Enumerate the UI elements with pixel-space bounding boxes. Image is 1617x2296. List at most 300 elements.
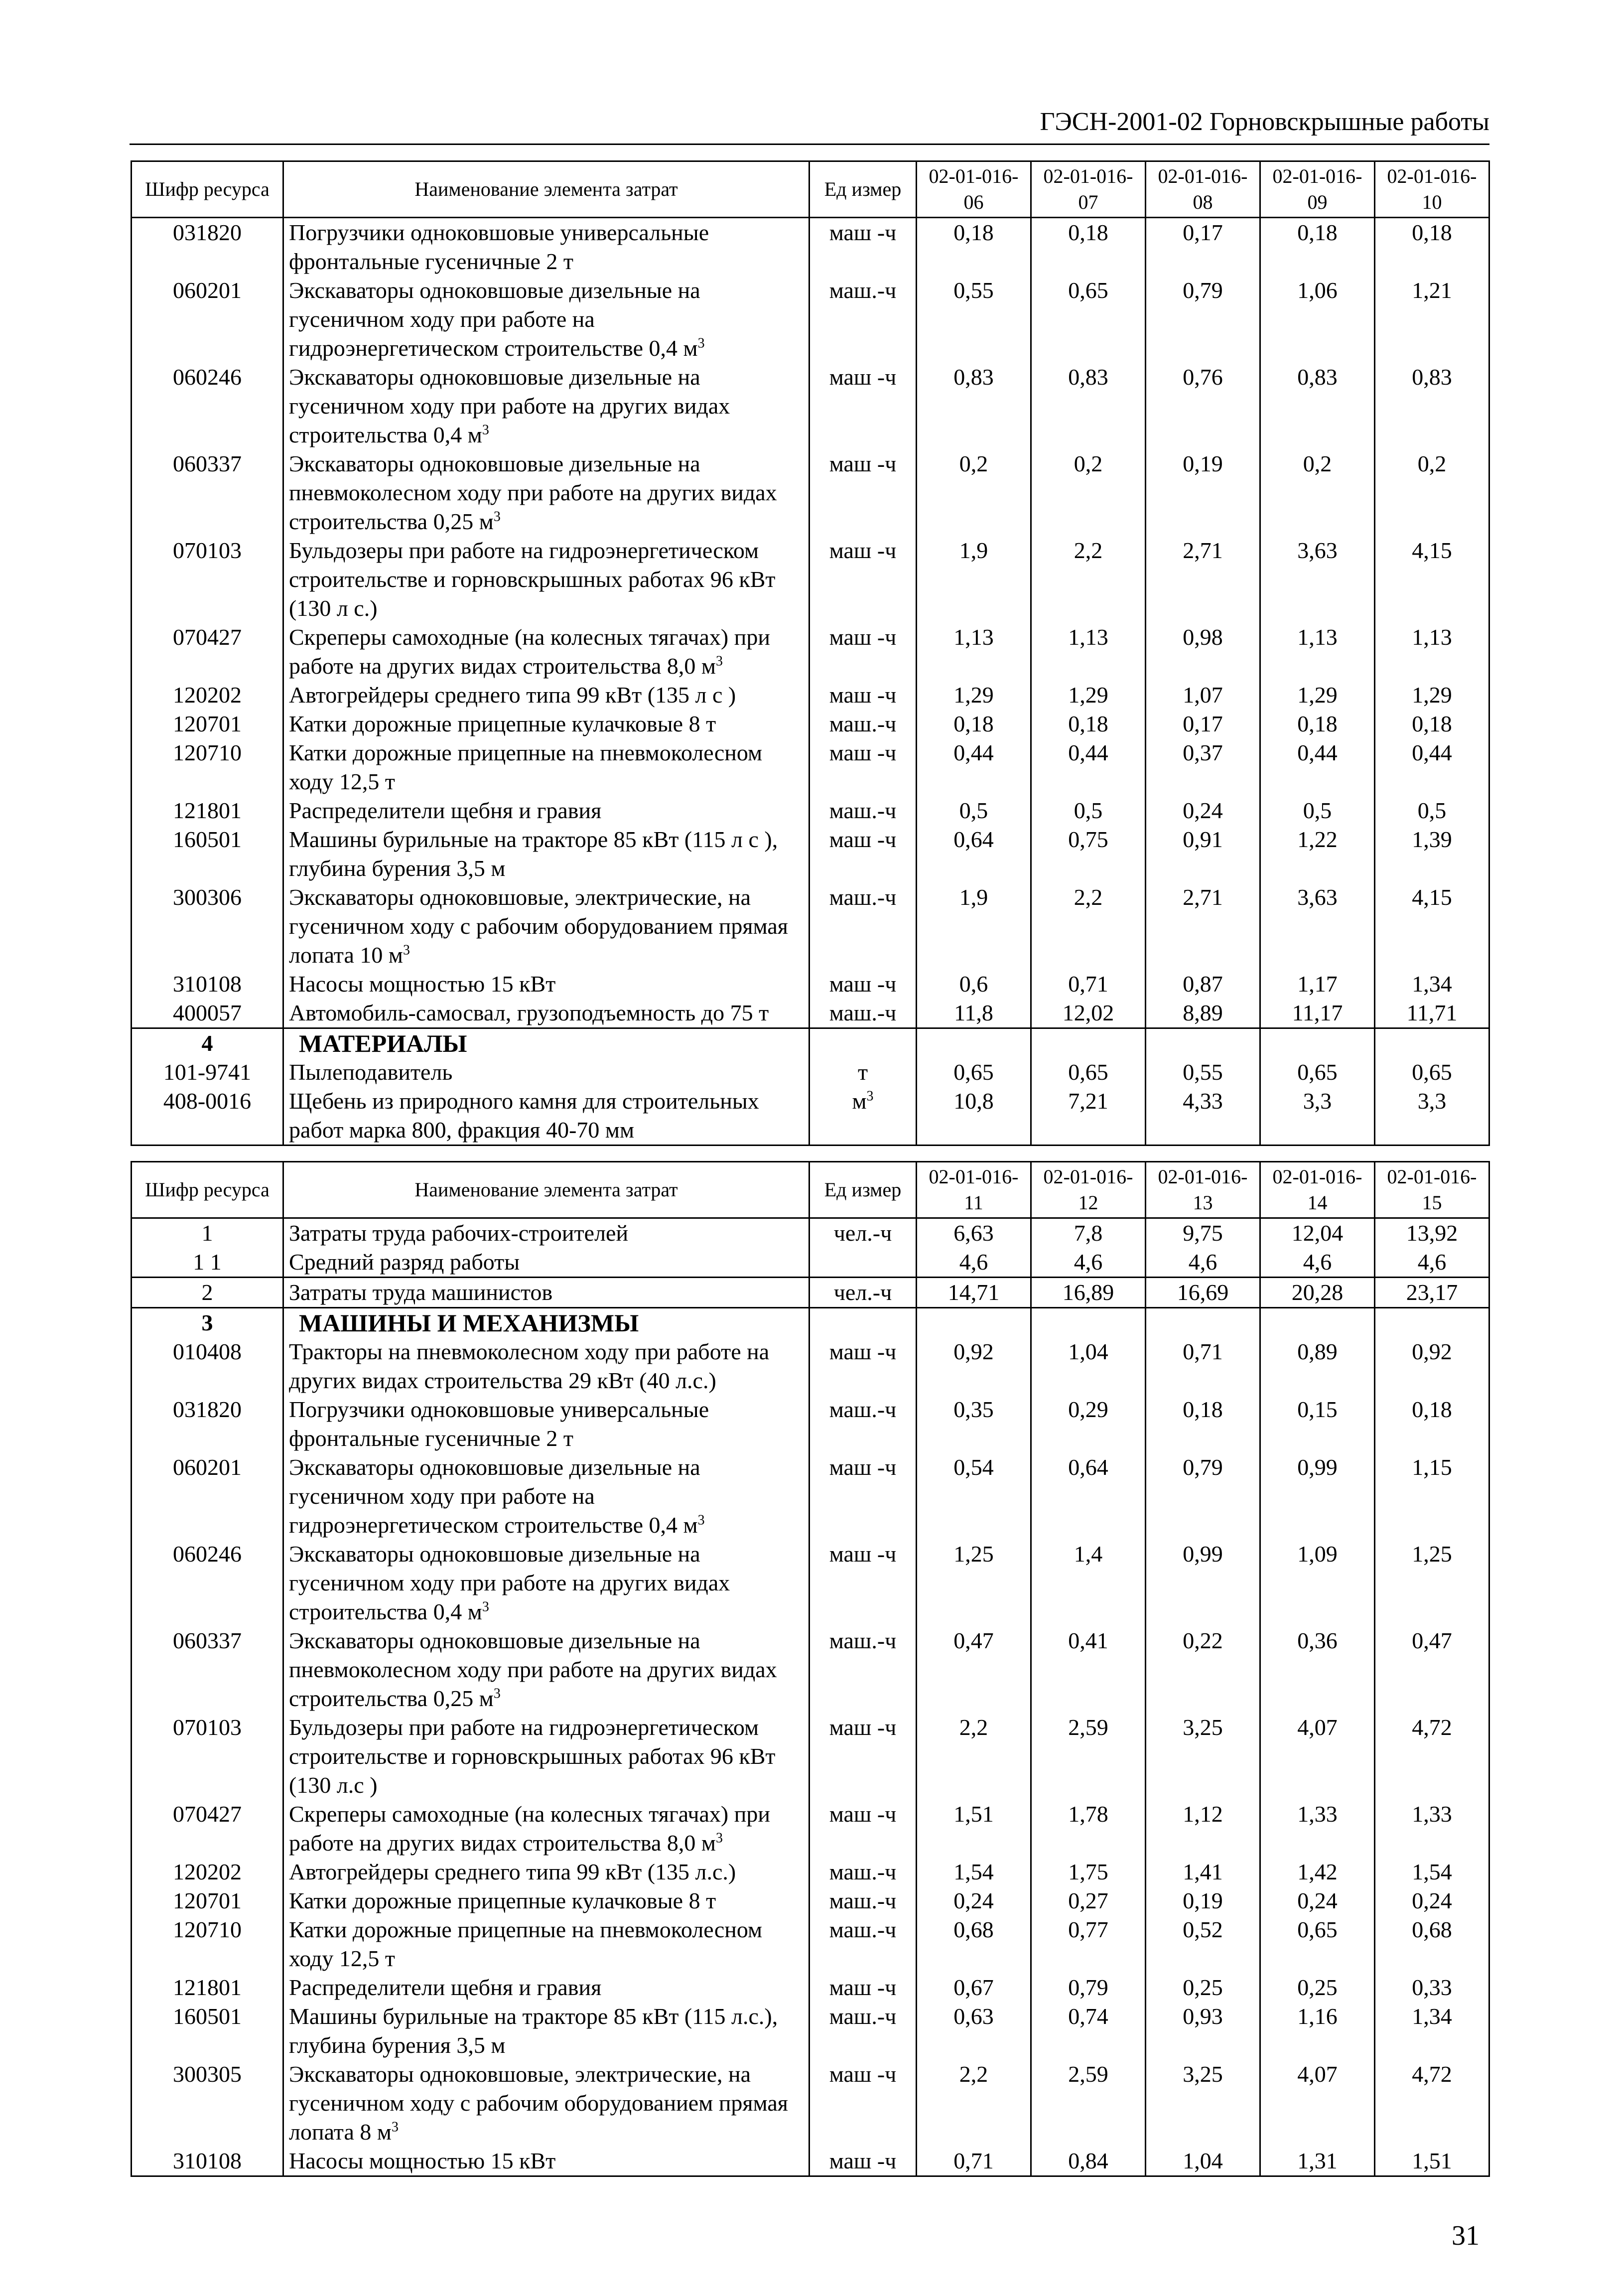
value-cell: 3,63	[1260, 536, 1375, 623]
cost-element-text: Экскаваторы одноковшовые дизельные на пневмоколесном ходу при работе на других видах строительства 0,25 м	[289, 451, 777, 534]
value-cell: 12,04	[1260, 1218, 1375, 1248]
cost-element-text: Распределители щебня и гравия	[289, 1975, 602, 2000]
value-cell: 2,59	[1031, 1713, 1146, 1800]
superscript: 3	[482, 422, 489, 438]
value-cell: 0,67	[917, 1973, 1031, 2002]
resource-code: 1 1	[132, 1248, 283, 1278]
value-cell: 0,65	[917, 1058, 1031, 1087]
value-cell: 0,29	[1031, 1395, 1146, 1453]
unit	[809, 276, 917, 363]
value-cell: 0,24	[1146, 796, 1260, 825]
resource-code: 120701	[132, 710, 283, 738]
cost-element-text: МАТЕРИАЛЫ	[299, 1029, 467, 1057]
cost-element-name	[283, 681, 809, 710]
unit-text: маш.-ч	[829, 1917, 897, 1942]
header-name: Наименование элемента затрат	[283, 1162, 809, 1218]
unit-text: чел.-ч	[833, 1220, 892, 1246]
value-cell: 0,5	[1031, 796, 1146, 825]
value-cell: 12,02	[1031, 999, 1146, 1028]
table-row	[132, 738, 1489, 796]
cost-element-text: Катки дорожные прицепные кулачковые 8 т	[289, 711, 716, 736]
cost-element-name	[283, 1308, 809, 1338]
value-cell: 1,04	[1146, 2147, 1260, 2176]
cost-element-text: Пылеподавитель	[289, 1059, 453, 1085]
resource-code: 060337	[132, 449, 283, 536]
unit	[809, 1713, 917, 1800]
value-cell: 1,75	[1031, 1858, 1146, 1886]
value-cell: 0,54	[917, 1453, 1031, 1540]
value-cell: 0,84	[1031, 2147, 1146, 2176]
value-cell: 4,6	[917, 1248, 1031, 1278]
value-cell: 1,16	[1260, 2002, 1375, 2060]
unit-text: маш -ч	[829, 538, 897, 563]
cost-element-name	[283, 1626, 809, 1713]
cost-element-name	[283, 2060, 809, 2147]
unit-text: маш -ч	[829, 2061, 897, 2087]
cost-element-text: Катки дорожные прицепные на пневмоколесном ходу 12,5 т	[289, 740, 763, 794]
value-cell: 1,54	[917, 1858, 1031, 1886]
value-cell: 0,93	[1146, 2002, 1260, 2060]
unit-text: маш -ч	[829, 1339, 897, 1364]
value-cell: 4,07	[1260, 1713, 1375, 1800]
value-cell: 0,68	[917, 1915, 1031, 1973]
value-cell: 7,21	[1031, 1087, 1146, 1146]
table-row	[132, 1337, 1489, 1395]
cost-element-text: Скреперы самоходные (на колесных тягачах) при работе на других видах строительства 8,0 м	[289, 624, 770, 679]
unit-text: м	[852, 1088, 867, 1114]
value-cell: 0,44	[917, 738, 1031, 796]
resource-code: 3	[132, 1308, 283, 1338]
unit-text: маш -ч	[829, 682, 897, 708]
unit-text: маш -ч	[829, 1801, 897, 1827]
table-row	[132, 1218, 1489, 1248]
table-row	[132, 536, 1489, 623]
cost-element-name	[283, 276, 809, 363]
superscript: 3	[697, 335, 705, 351]
value-cell: 0,79	[1146, 276, 1260, 363]
resource-code: 300306	[132, 883, 283, 970]
unit	[809, 710, 917, 738]
value-cell: 0,74	[1031, 2002, 1146, 2060]
superscript: 3	[493, 509, 501, 525]
table-row	[132, 1973, 1489, 2002]
value-cell: 2,71	[1146, 883, 1260, 970]
unit	[809, 623, 917, 681]
unit-text: чел.-ч	[833, 1280, 892, 1305]
unit	[809, 1308, 917, 1338]
value-cell: 1,09	[1260, 1540, 1375, 1626]
table-row	[132, 1713, 1489, 1800]
header-code: Шифр ресурса	[132, 1162, 283, 1218]
resource-code: 4	[132, 1028, 283, 1058]
header-unit: Ед измер	[809, 1162, 917, 1218]
value-cell: 1,29	[917, 681, 1031, 710]
cost-element-text: Экскаваторы одноковшовые, электрические, на гусеничном ходу с рабочим оборудованием прямая лопата 10 м	[289, 884, 788, 968]
table-row	[132, 1626, 1489, 1713]
value-cell: 0,24	[1260, 1886, 1375, 1915]
value-cell: 1,13	[1375, 623, 1489, 681]
value-cell: 0,64	[1031, 1453, 1146, 1540]
unit	[809, 681, 917, 710]
cost-element-name	[283, 1028, 809, 1058]
cost-element-name	[283, 449, 809, 536]
resource-code: 070427	[132, 623, 283, 681]
value-cell: 0,41	[1031, 1626, 1146, 1713]
cost-element-name	[283, 883, 809, 970]
header-col: 02-01-016-09	[1260, 161, 1375, 218]
cost-element-text: Бульдозеры при работе на гидроэнергетическом строительстве и горновскрышных работах 96 кВт (130 л.с )	[289, 1715, 776, 1798]
value-cell: 1,78	[1031, 1800, 1146, 1858]
unit	[809, 970, 917, 999]
value-cell: 9,75	[1146, 1218, 1260, 1248]
value-cell: 0,27	[1031, 1886, 1146, 1915]
superscript: 3	[866, 1088, 874, 1104]
cost-element-name	[283, 1087, 809, 1146]
resource-code: 101-9741	[132, 1058, 283, 1087]
resource-code: 120701	[132, 1886, 283, 1915]
table-header-row	[132, 1162, 1489, 1218]
table-row	[132, 710, 1489, 738]
cost-element-name	[283, 536, 809, 623]
resource-code: 060337	[132, 1626, 283, 1713]
value-cell: 0,2	[1031, 449, 1146, 536]
resource-code: 160501	[132, 2002, 283, 2060]
value-cell: 1,4	[1031, 1540, 1146, 1626]
resource-code: 1	[132, 1218, 283, 1248]
value-cell: 4,6	[1375, 1248, 1489, 1278]
unit-text: маш.-ч	[829, 1859, 897, 1884]
unit	[809, 999, 917, 1028]
unit	[809, 1915, 917, 1973]
table-row	[132, 1886, 1489, 1915]
value-cell: 0,75	[1031, 825, 1146, 883]
cost-element-name	[283, 623, 809, 681]
unit-text: маш.-ч	[829, 278, 897, 303]
resource-code: 060246	[132, 363, 283, 449]
table-row	[132, 1248, 1489, 1278]
resource-code: 070103	[132, 536, 283, 623]
value-cell: 0,71	[1146, 1337, 1260, 1395]
table-row	[132, 1858, 1489, 1886]
cost-element-text: Экскаваторы одноковшовые дизельные на гусеничном ходу при работе на гидроэнергетическом строительстве 0,4 м	[289, 1454, 700, 1538]
unit-text: маш.-ч	[829, 711, 897, 736]
header-col: 02-01-016-14	[1260, 1162, 1375, 1218]
cost-element-text: Затраты труда машинистов	[289, 1280, 553, 1305]
cost-element-name	[283, 1058, 809, 1087]
value-cell: 0,25	[1260, 1973, 1375, 2002]
cost-element-text: Средний разряд работы	[289, 1249, 520, 1275]
value-cell: 3,3	[1260, 1087, 1375, 1146]
value-cell: 0,18	[1260, 218, 1375, 277]
cost-element-name	[283, 1973, 809, 2002]
header-code: Шифр ресурса	[132, 161, 283, 218]
resource-code: 120710	[132, 738, 283, 796]
value-cell: 4,72	[1375, 1713, 1489, 1800]
cost-element-text: Машины бурильные на тракторе 85 кВт (115 л с ), глубина бурения 3,5 м	[289, 827, 778, 881]
unit	[809, 1395, 917, 1453]
cost-element-name	[283, 710, 809, 738]
cost-element-text: Погрузчики одноковшовые универсальные фронтальные гусеничные 2 т	[289, 1397, 709, 1451]
value-cell	[1031, 1028, 1146, 1058]
unit-text: маш.-ч	[829, 1888, 897, 1913]
resource-code: 120710	[132, 1915, 283, 1973]
header-col: 02-01-016-15	[1375, 1162, 1489, 1218]
header-col: 02-01-016-07	[1031, 161, 1146, 218]
resource-table-1	[131, 160, 1490, 1146]
value-cell: 0,76	[1146, 363, 1260, 449]
value-cell	[917, 1308, 1031, 1338]
value-cell: 1,54	[1375, 1858, 1489, 1886]
value-cell: 4,72	[1375, 2060, 1489, 2147]
unit-text: маш -ч	[829, 1541, 897, 1567]
value-cell: 2,2	[1031, 536, 1146, 623]
value-cell: 1,29	[1260, 681, 1375, 710]
value-cell: 1,39	[1375, 825, 1489, 883]
value-cell: 0,18	[1260, 710, 1375, 738]
superscript: 3	[482, 1599, 489, 1615]
table-row	[132, 1915, 1489, 1973]
resource-code: 2	[132, 1278, 283, 1308]
table-row	[132, 1087, 1489, 1146]
header-col: 02-01-016-11	[917, 1162, 1031, 1218]
value-cell: 0,18	[917, 710, 1031, 738]
cost-element-name	[283, 970, 809, 999]
value-cell: 1,9	[917, 883, 1031, 970]
unit-text: маш -ч	[829, 364, 897, 390]
value-cell: 0,87	[1146, 970, 1260, 999]
cost-element-text: Машины бурильные на тракторе 85 кВт (115 л.с.), глубина бурения 3,5 м	[289, 2004, 778, 2058]
table-row	[132, 2002, 1489, 2060]
value-cell: 13,92	[1375, 1218, 1489, 1248]
value-cell: 0,68	[1375, 1915, 1489, 1973]
unit-text: маш.-ч	[829, 1628, 897, 1653]
cost-element-text: Насосы мощностью 15 кВт	[289, 2148, 556, 2173]
unit	[809, 1028, 917, 1058]
value-cell: 0,37	[1146, 738, 1260, 796]
unit	[809, 1337, 917, 1395]
cost-element-text: Экскаваторы одноковшовые дизельные на пневмоколесном ходу при работе на других видах строительства 0,25 м	[289, 1628, 777, 1711]
unit	[809, 1248, 917, 1278]
value-cell: 0,2	[917, 449, 1031, 536]
table-row	[132, 1278, 1489, 1308]
value-cell: 3,63	[1260, 883, 1375, 970]
value-cell: 14,71	[917, 1278, 1031, 1308]
value-cell: 0,24	[1375, 1886, 1489, 1915]
value-cell: 8,89	[1146, 999, 1260, 1028]
table-row	[132, 883, 1489, 970]
value-cell	[1031, 1308, 1146, 1338]
value-cell: 0,44	[1031, 738, 1146, 796]
value-cell: 1,13	[917, 623, 1031, 681]
value-cell	[917, 1028, 1031, 1058]
value-cell: 0,83	[1260, 363, 1375, 449]
value-cell: 0,98	[1146, 623, 1260, 681]
value-cell: 0,18	[1375, 1395, 1489, 1453]
table-row	[132, 1058, 1489, 1087]
table-row	[132, 1453, 1489, 1540]
value-cell: 1,33	[1260, 1800, 1375, 1858]
value-cell: 3,3	[1375, 1087, 1489, 1146]
value-cell: 0,33	[1375, 1973, 1489, 2002]
table-row	[132, 825, 1489, 883]
unit	[809, 796, 917, 825]
unit-text: маш.-ч	[829, 2004, 897, 2029]
value-cell: 0,17	[1146, 710, 1260, 738]
value-cell: 1,34	[1375, 2002, 1489, 2060]
value-cell: 1,42	[1260, 1858, 1375, 1886]
unit	[809, 1886, 917, 1915]
value-cell: 2,2	[917, 2060, 1031, 2147]
value-cell: 0,64	[917, 825, 1031, 883]
superscript: 3	[392, 2119, 399, 2135]
value-cell: 4,15	[1375, 536, 1489, 623]
value-cell: 0,17	[1146, 218, 1260, 277]
value-cell: 4,6	[1260, 1248, 1375, 1278]
value-cell: 0,63	[917, 2002, 1031, 2060]
unit-text: т	[857, 1059, 868, 1085]
resource-code: 031820	[132, 1395, 283, 1453]
table-header-row	[132, 161, 1489, 218]
value-cell: 1,9	[917, 536, 1031, 623]
value-cell: 1,51	[917, 1800, 1031, 1858]
value-cell	[1260, 1028, 1375, 1058]
unit-text: маш -ч	[829, 2148, 897, 2173]
value-cell: 10,8	[917, 1087, 1031, 1146]
unit-text: маш.-ч	[829, 884, 897, 910]
value-cell	[1375, 1028, 1489, 1058]
unit	[809, 536, 917, 623]
unit	[809, 2147, 917, 2176]
value-cell: 0,44	[1375, 738, 1489, 796]
value-cell: 2,2	[1031, 883, 1146, 970]
value-cell: 11,8	[917, 999, 1031, 1028]
value-cell: 1,13	[1260, 623, 1375, 681]
value-cell: 1,34	[1375, 970, 1489, 999]
header-col: 02-01-016-08	[1146, 161, 1260, 218]
value-cell: 1,41	[1146, 1858, 1260, 1886]
value-cell: 0,47	[1375, 1626, 1489, 1713]
value-cell: 1,25	[1375, 1540, 1489, 1626]
cost-element-name	[283, 1915, 809, 1973]
resource-table-2	[131, 1161, 1490, 2177]
cost-element-name	[283, 363, 809, 449]
value-cell: 0,44	[1260, 738, 1375, 796]
cost-element-text: Экскаваторы одноковшовые дизельные на гусеничном ходу при работе на других видах строительства 0,4 м	[289, 364, 730, 447]
cost-element-name	[283, 738, 809, 796]
value-cell: 0,77	[1031, 1915, 1146, 1973]
resource-code: 060201	[132, 276, 283, 363]
table-row	[132, 449, 1489, 536]
value-cell	[1260, 1308, 1375, 1338]
unit	[809, 1278, 917, 1308]
cost-element-text: Автогрейдеры среднего типа 99 кВт (135 л.с.)	[289, 1859, 736, 1884]
value-cell: 0,99	[1260, 1453, 1375, 1540]
value-cell: 4,33	[1146, 1087, 1260, 1146]
value-cell: 0,65	[1260, 1058, 1375, 1087]
resource-code: 070103	[132, 1713, 283, 1800]
value-cell: 4,6	[1031, 1248, 1146, 1278]
cost-element-text: Экскаваторы одноковшовые, электрические, на гусеничном ходу с рабочим оборудованием прямая лопата 8 м	[289, 2061, 788, 2145]
table-row	[132, 970, 1489, 999]
unit	[809, 218, 917, 277]
value-cell: 0,71	[917, 2147, 1031, 2176]
cost-element-name	[283, 1800, 809, 1858]
unit	[809, 1453, 917, 1540]
resource-code: 120202	[132, 681, 283, 710]
unit	[809, 1058, 917, 1087]
table-row	[132, 363, 1489, 449]
unit-text: маш -ч	[829, 827, 897, 852]
table-row	[132, 796, 1489, 825]
cost-element-text: Скреперы самоходные (на колесных тягачах) при работе на других видах строительства 8,0 м	[289, 1801, 770, 1856]
value-cell: 0,19	[1146, 449, 1260, 536]
value-cell: 4,07	[1260, 2060, 1375, 2147]
value-cell: 23,17	[1375, 1278, 1489, 1308]
value-cell: 1,17	[1260, 970, 1375, 999]
value-cell: 0,92	[1375, 1337, 1489, 1395]
resource-code: 408-0016	[132, 1087, 283, 1146]
value-cell: 1,51	[1375, 2147, 1489, 2176]
unit	[809, 363, 917, 449]
value-cell: 4,15	[1375, 883, 1489, 970]
unit-text: маш.-ч	[829, 1397, 897, 1422]
value-cell: 0,18	[1146, 1395, 1260, 1453]
resource-code: 160501	[132, 825, 283, 883]
cost-element-name	[283, 218, 809, 277]
value-cell: 1,21	[1375, 276, 1489, 363]
unit	[809, 1858, 917, 1886]
unit	[809, 1087, 917, 1146]
cost-element-name	[283, 1218, 809, 1248]
value-cell: 0,92	[917, 1337, 1031, 1395]
value-cell: 1,07	[1146, 681, 1260, 710]
value-cell: 0,65	[1031, 276, 1146, 363]
cost-element-text: Автогрейдеры среднего типа 99 кВт (135 л с )	[289, 682, 736, 708]
cost-element-name	[283, 1337, 809, 1395]
header-unit: Ед измер	[809, 161, 917, 218]
unit-text: маш -ч	[829, 1454, 897, 1480]
unit	[809, 738, 917, 796]
value-cell	[1146, 1028, 1260, 1058]
resource-code: 120202	[132, 1858, 283, 1886]
value-cell: 0,83	[1375, 363, 1489, 449]
value-cell: 1,15	[1375, 1453, 1489, 1540]
cost-element-text: Катки дорожные прицепные кулачковые 8 т	[289, 1888, 716, 1913]
value-cell: 0,65	[1375, 1058, 1489, 1087]
value-cell: 11,71	[1375, 999, 1489, 1028]
unit	[809, 2060, 917, 2147]
superscript: 3	[716, 1830, 723, 1846]
section-row	[132, 1028, 1489, 1058]
unit	[809, 1800, 917, 1858]
value-cell: 0,15	[1260, 1395, 1375, 1453]
value-cell: 1,31	[1260, 2147, 1375, 2176]
value-cell: 0,18	[1031, 218, 1146, 277]
resource-code: 310108	[132, 970, 283, 999]
value-cell: 0,83	[1031, 363, 1146, 449]
resource-code: 060246	[132, 1540, 283, 1626]
header-col: 02-01-016-12	[1031, 1162, 1146, 1218]
value-cell: 0,91	[1146, 825, 1260, 883]
table-row	[132, 218, 1489, 277]
unit-text: маш -ч	[829, 1975, 897, 2000]
resource-code: 121801	[132, 1973, 283, 2002]
value-cell: 7,8	[1031, 1218, 1146, 1248]
cost-element-text: Затраты труда рабочих-строителей	[289, 1220, 629, 1246]
value-cell: 16,89	[1031, 1278, 1146, 1308]
value-cell: 0,2	[1260, 449, 1375, 536]
value-cell: 1,12	[1146, 1800, 1260, 1858]
